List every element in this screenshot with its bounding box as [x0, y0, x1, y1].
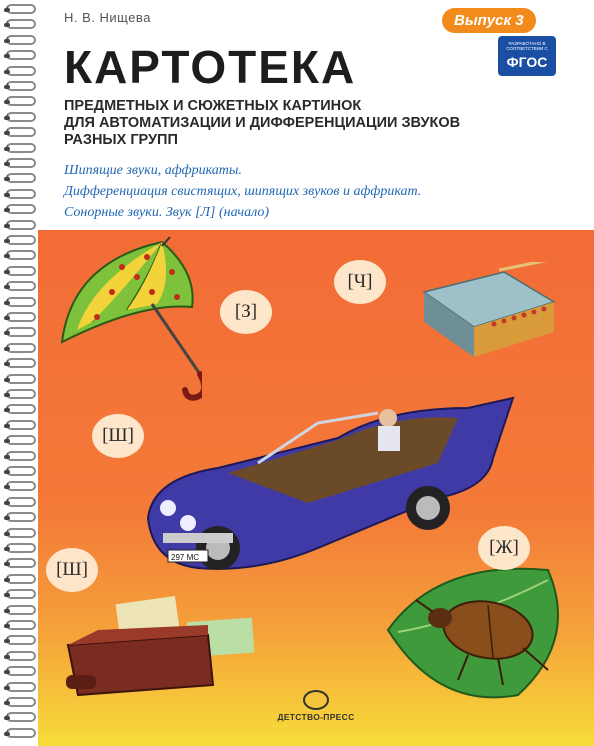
illustration-panel — [38, 230, 594, 746]
spiral-ring — [6, 420, 36, 430]
subtitle-line: ПРЕДМЕТНЫХ И СЮЖЕТНЫХ КАРТИНОК — [64, 98, 362, 114]
spiral-ring — [6, 66, 36, 76]
description-line: Дифференциация свистящих, шипящих звуков и аффрикат. — [64, 184, 422, 199]
spiral-ring — [6, 4, 36, 14]
book-description — [64, 160, 594, 223]
spiral-ring — [6, 343, 36, 353]
spiral-ring — [6, 651, 36, 661]
sound-label-zh: [Ж] — [478, 526, 530, 570]
spiral-ring — [6, 404, 36, 414]
spiral-ring — [6, 189, 36, 199]
spiral-ring — [6, 50, 36, 60]
spiral-ring — [6, 35, 36, 45]
spiral-ring — [6, 435, 36, 445]
publisher-logo-icon — [303, 690, 329, 710]
spiral-ring — [6, 697, 36, 707]
publisher-name: ДЕТСТВО-ПРЕСС — [277, 712, 355, 722]
spiral-ring — [6, 574, 36, 584]
spiral-ring — [6, 143, 36, 153]
spiral-ring — [6, 173, 36, 183]
spiral-ring — [6, 620, 36, 630]
spiral-ring — [6, 158, 36, 168]
spiral-ring — [6, 220, 36, 230]
spiral-ring — [6, 250, 36, 260]
fgos-badge — [498, 36, 556, 76]
spiral-ring — [6, 451, 36, 461]
spiral-binding — [0, 4, 40, 744]
book-subtitle — [64, 98, 584, 149]
description-line: Сонорные звуки. Звук [Л] (начало) — [64, 205, 270, 220]
spiral-ring — [6, 235, 36, 245]
spiral-ring — [6, 712, 36, 722]
spiral-ring — [6, 481, 36, 491]
spiral-ring — [6, 312, 36, 322]
spiral-ring — [6, 528, 36, 538]
book-title: КАРТОТЕКА — [64, 41, 357, 93]
spiral-ring — [6, 589, 36, 599]
spiral-ring — [6, 281, 36, 291]
spiral-ring — [6, 81, 36, 91]
sound-label-sh-upper: [Ш] — [92, 414, 144, 458]
fgos-big-text: ФГОС — [506, 54, 548, 70]
spiral-ring — [6, 635, 36, 645]
convertible-car-picture — [138, 368, 518, 588]
spiral-ring — [6, 96, 36, 106]
sound-label-z: [З] — [220, 290, 272, 334]
matchbox-picture — [414, 262, 564, 362]
spiral-ring — [6, 266, 36, 276]
spiral-ring — [6, 666, 36, 676]
fgos-small-text: РАЗРАБОТАНО В СООТВЕТСТВИИ С — [506, 41, 548, 51]
sound-label-sh-lower: [Ш] — [46, 548, 98, 592]
spiral-ring — [6, 512, 36, 522]
spiral-ring — [6, 204, 36, 214]
spiral-ring — [6, 543, 36, 553]
issue-label: Выпуск 3 — [454, 12, 524, 29]
spiral-ring — [6, 605, 36, 615]
spiral-ring — [6, 558, 36, 568]
description-line: Шипящие звуки, аффрикаты. — [64, 163, 242, 178]
spiral-ring — [6, 297, 36, 307]
wallet-picture — [58, 590, 268, 700]
issue-badge — [442, 8, 536, 33]
spiral-ring — [6, 466, 36, 476]
car-plate: 297 МС — [171, 553, 200, 562]
sound-label-ch: [Ч] — [334, 260, 386, 304]
spiral-ring — [6, 497, 36, 507]
spiral-ring — [6, 127, 36, 137]
subtitle-line: РАЗНЫХ ГРУПП — [64, 132, 178, 148]
beetle-on-leaf-picture — [378, 560, 578, 710]
author-name: Н. В. Нищева — [64, 10, 151, 25]
publisher-block — [276, 690, 356, 722]
spiral-ring — [6, 374, 36, 384]
book-cover — [38, 0, 594, 746]
spiral-ring — [6, 19, 36, 29]
spiral-ring — [6, 682, 36, 692]
subtitle-line: ДЛЯ АВТОМАТИЗАЦИИ И ДИФФЕРЕНЦИАЦИИ ЗВУКОВ — [64, 115, 461, 131]
spiral-ring — [6, 728, 36, 738]
spiral-ring — [6, 112, 36, 122]
spiral-ring — [6, 389, 36, 399]
spiral-ring — [6, 358, 36, 368]
spiral-ring — [6, 327, 36, 337]
